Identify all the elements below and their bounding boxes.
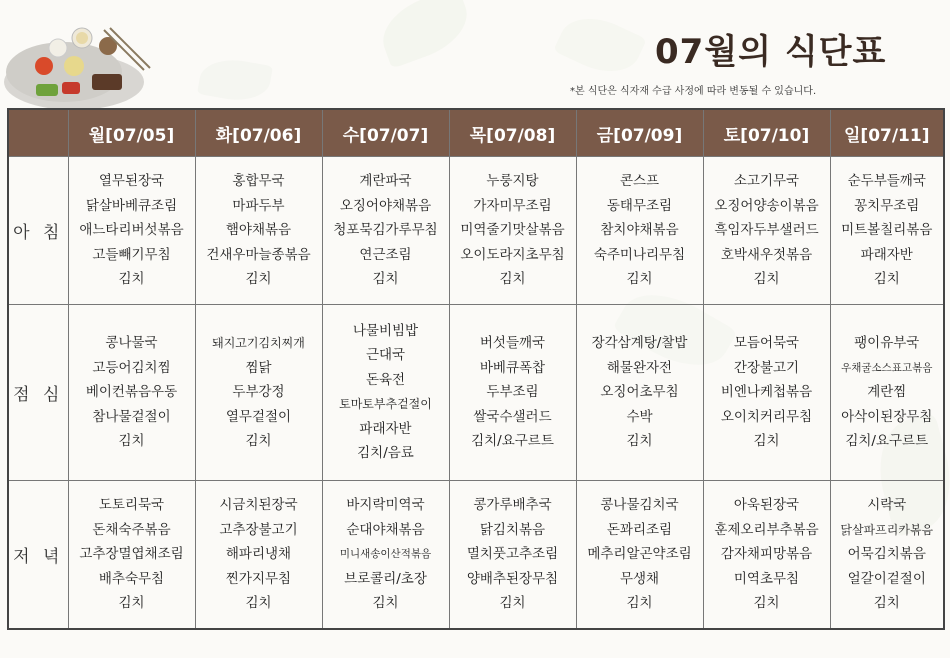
menu-item: 홍합무국 [232,173,285,190]
menu-item: 미역초무침 [733,570,800,587]
menu-cell [195,481,322,629]
menu-item: 계란찜 [867,384,907,401]
header-corner [8,109,68,157]
menu-item: 김치/요구르트 [471,433,554,450]
menu-item: 꽁치무조림 [854,197,920,214]
day-header: 금[07/09] [576,109,703,157]
menu-item: 김치/음료 [357,445,414,462]
menu-cell [449,481,576,629]
menu-item: 오이치커리무침 [720,408,813,425]
day-header: 화[07/06] [195,109,322,157]
menu-cell [68,157,195,305]
menu-cell [576,157,703,305]
menu-item: 콩가루배추국 [473,497,552,514]
day-header: 목[07/08] [449,109,576,157]
decorative-leaf [553,5,647,84]
menu-cell [449,304,576,481]
menu-item: 건새우마늘종볶음 [206,246,311,263]
menu-cell [195,157,322,305]
menu-item: 콩나물국 [105,335,158,352]
menu-item: 김치 [499,271,526,288]
menu-item: 어묵김치볶음 [847,546,926,563]
menu-item: 버섯들깨국 [479,335,546,352]
menu-item: 고추장멸엽채조림 [79,546,184,563]
menu-item: 간장불고기 [733,359,800,376]
menu-cell [68,304,195,481]
menu-item: 참치야채볶음 [600,222,679,239]
menu-item: 팽이유부국 [854,335,920,352]
menu-item: 소고기무국 [733,173,800,190]
menu-item: 돈채숙주볶음 [92,521,171,538]
menu-item: 시락국 [867,497,907,514]
menu-item: 동태무조림 [606,197,673,214]
menu-item: 미역줄기맛살볶음 [460,222,565,239]
menu-item: 김치 [372,595,399,612]
menu-item: 미니새송이산적볶음 [339,548,432,561]
menu-item: 해파리냉채 [225,546,292,563]
menu-item: 가자미무조림 [473,197,552,214]
menu-item: 배추숙무침 [98,570,165,587]
menu-item: 김치 [753,595,780,612]
menu-item: 도토리묵국 [98,497,165,514]
menu-item: 김치 [499,595,526,612]
menu-item: 바지락미역국 [346,497,425,514]
menu-cell [703,304,830,481]
menu-cell [322,304,449,481]
menu-item: 김치 [118,595,145,612]
food-tray-photo [4,24,162,108]
menu-item: 해물완자전 [606,359,673,376]
menu-item: 마파두부 [232,197,285,214]
meal-label: 점 심 [8,304,68,481]
menu-item: 누룽지탕 [486,173,539,190]
menu-item: 아욱된장국 [733,497,800,514]
meal-label: 저 녁 [8,481,68,629]
menu-item: 고추장불고기 [219,521,298,538]
meal-plan-table [7,108,945,630]
menu-cell [68,481,195,629]
menu-item: 애느타리버섯볶음 [79,222,184,239]
meal-row [8,304,944,481]
menu-item: 열무겉절이 [225,408,292,425]
menu-item: 오징어초무침 [600,384,679,401]
menu-item: 찜닭 [245,359,272,376]
menu-item: 쌀국수샐러드 [473,408,552,425]
menu-item: 베이컨볶음우동 [85,384,178,401]
menu-item: 고들빼기무침 [92,246,171,263]
decorative-leaf [373,0,476,69]
menu-cell [322,157,449,305]
menu-item: 훈제오리부추볶음 [714,521,819,538]
menu-cell [703,157,830,305]
menu-item: 비엔나케첩볶음 [720,384,813,401]
menu-item: 아삭이된장무침 [841,408,933,425]
menu-item: 햄야채볶음 [225,222,292,239]
menu-item: 오이도라지초무침 [460,246,565,263]
menu-cell [830,157,944,305]
menu-item: 콩나물김치국 [600,497,679,514]
menu-item: 숙주미나리무침 [593,246,686,263]
menu-item: 김치 [626,271,653,288]
menu-item: 순두부들깨국 [847,173,926,190]
menu-item: 연근조림 [359,246,412,263]
menu-item: 메추리알곤약조림 [587,546,692,563]
menu-item: 흑임자두부샐러드 [714,222,819,239]
day-header: 수[07/07] [322,109,449,157]
day-header: 일[07/11] [830,109,944,157]
decorative-leaf [197,54,273,106]
page-title: 07월의 식단표 [655,32,887,72]
menu-item: 콘스프 [619,173,660,190]
menu-item: 호박새우젓볶음 [720,246,813,263]
menu-item: 김치/요구르트 [845,433,929,450]
menu-cell [576,304,703,481]
menu-item: 수박 [626,408,653,425]
menu-item: 김치 [753,433,780,450]
menu-cell [703,481,830,629]
menu-item: 돈꽈리조림 [606,521,673,538]
menu-item: 양배추된장무침 [466,570,559,587]
meal-label: 아 침 [8,157,68,305]
menu-item: 김치 [118,433,145,450]
menu-item: 파래자반 [860,246,913,263]
menu-item: 시금치된장국 [219,497,298,514]
menu-item: 청포묵김가루무침 [333,222,438,239]
menu-item: 김치 [372,271,399,288]
menu-item: 나물비빔밥 [352,322,419,339]
menu-item: 김치 [873,271,900,288]
menu-item: 우채굴소스표고볶음 [841,361,933,374]
menu-item: 돈육전 [365,371,406,388]
menu-cell [830,304,944,481]
menu-item: 김치 [873,595,900,612]
menu-item: 계란파국 [359,173,412,190]
menu-item: 김치 [626,433,653,450]
menu-item: 두부강정 [232,384,285,401]
menu-item: 김치 [753,271,780,288]
menu-item: 고등어김치찜 [92,359,171,376]
menu-item: 열무된장국 [98,173,165,190]
menu-cell [195,304,322,481]
menu-item: 모듬어묵국 [733,335,800,352]
day-header: 토[07/10] [703,109,830,157]
notice-text: *본 식단은 식자재 수급 사정에 따라 변동될 수 있습니다. [570,86,817,97]
menu-item: 김치 [626,595,653,612]
menu-item: 토마토부추겉절이 [339,397,432,412]
menu-item: 근대국 [365,347,406,364]
menu-item: 얼갈이겉절이 [847,570,926,587]
menu-item: 두부조림 [486,384,539,401]
menu-item: 김치 [245,595,272,612]
meal-row [8,481,944,629]
menu-item: 김치 [245,433,272,450]
menu-item: 닭살바베큐조림 [85,197,178,214]
menu-item: 파래자반 [359,420,412,437]
menu-item: 김치 [118,271,145,288]
table-header-row [8,109,944,157]
menu-item: 오징어양송이볶음 [714,197,819,214]
menu-item: 순대야채볶음 [346,521,425,538]
menu-cell [322,481,449,629]
menu-cell [576,481,703,629]
menu-item: 감자채피망볶음 [720,546,813,563]
menu-item: 돼지고기김치찌개 [212,336,305,351]
menu-item: 참나물겉절이 [92,408,171,425]
menu-item: 찐가지무침 [225,570,292,587]
menu-item: 장각삼계탕/찰밥 [591,335,688,352]
menu-cell [830,481,944,629]
menu-item: 브로콜리/초장 [344,570,427,587]
menu-cell [449,157,576,305]
menu-item: 오징어야채볶음 [339,197,432,214]
menu-item: 닭살파프리카볶음 [840,522,934,537]
menu-item: 멸치풋고추조림 [466,546,559,563]
menu-item: 무생채 [619,570,660,587]
menu-item: 김치 [245,271,272,288]
menu-item: 닭김치볶음 [479,521,546,538]
menu-item: 바베큐폭찹 [479,359,546,376]
meal-row [8,157,944,305]
day-header: 월[07/05] [68,109,195,157]
menu-item: 미트볼칠리볶음 [841,222,933,239]
